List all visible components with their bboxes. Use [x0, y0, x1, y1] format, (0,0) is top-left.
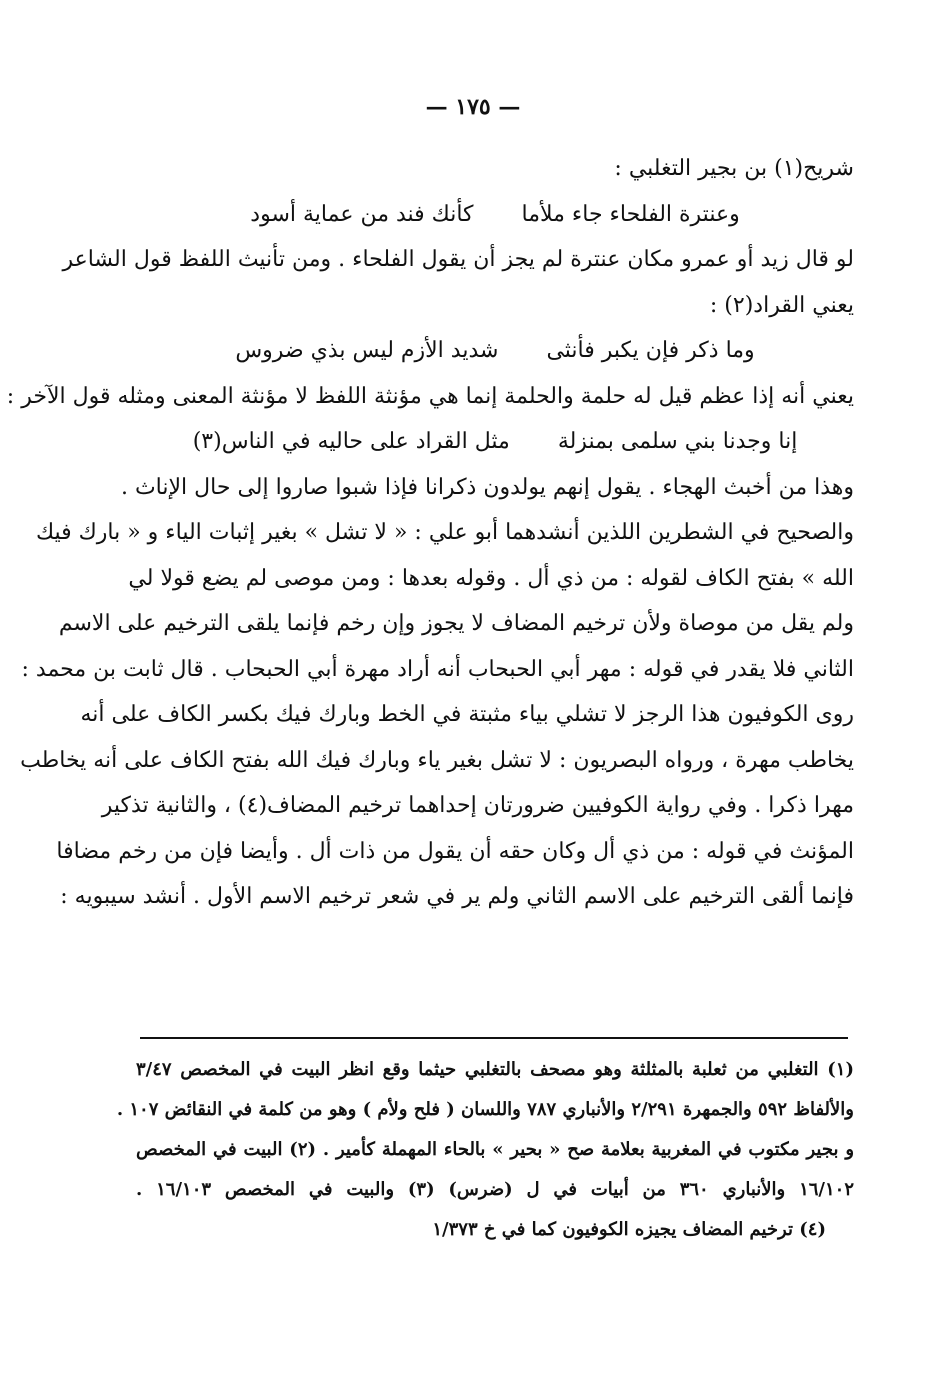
text-line: يعني أنه إذا عظم قيل له حلمة والحلمة إنما هي مؤنثة اللفظ لا مؤنثة المعنى ومثله قول الآخر : — [6, 383, 854, 409]
verse-hemistich-second: شديد الأزم ليس بذي ضروس — [235, 338, 499, 363]
footnote-line: ١٦/١٠٢ والأنباري ٣٦٠ من أبيات في ل (ضرس) (٣) والبيت في المخصص ١٦/١٠٣ . — [136, 1179, 854, 1200]
verse-hemistich-first: وعنترة الفلحاء جاء ملأما — [521, 201, 740, 227]
verse-line — [136, 419, 854, 465]
footnote-line: (٤) ترخيم المضاف يجيزه الكوفيون كما في خ ١/٣٧٣ — [432, 1219, 826, 1240]
footnotes — [116, 1050, 855, 1250]
verse-hemistich-first: إنا وجدنا بني سلمى بمنزلة — [557, 429, 798, 454]
text-line: والصحيح في الشطرين اللذين أنشدهما أبو علي : « لا تشل » بغير إثبات الياء و « بارك فيك — [35, 520, 854, 545]
text-line: لو قال زيد أو عمرو مكان عنترة لم يجز أن يقول الفلحاء . ومن تأنيث اللفظ قول الشاعر — [62, 247, 854, 272]
verse-line — [136, 328, 854, 374]
text-line: المؤنث في قوله : من ذي أل وكان حقه أن يقول من ذات أل . وأيضا فإن من رخم مضافا — [56, 838, 854, 864]
text-line: مهرا ذكرا . وفي رواية الكوفيين ضرورتان إحداهما ترخيم المضاف(٤) ، والثانية تذكير — [101, 793, 854, 818]
verse-hemistich-second: كأنك فند من عماية أسود — [250, 201, 474, 227]
text-line: الثاني فلا يقدر في قوله : مهر أبي الحبحاب أنه أراد مهرة أبي الحبحاب . قال ثابت بن محمد : — [21, 656, 854, 682]
verse-hemistich-second: مثل القراد على حاليه في الناس(٣) — [192, 429, 510, 454]
body-text — [6, 146, 854, 920]
footnote-line: والألفاظ ٥٩٢ والجمهرة ٢/٢٩١ والأنباري ٧٨٧ واللسان ( فلح ولأم ) وهو من كلمة في النقائض ١٠٧ . — [116, 1099, 854, 1120]
footnote-divider — [140, 1037, 848, 1039]
verse-hemistich-first: وما ذكر فإن يكبر فأنثى — [546, 338, 755, 363]
text-line: ولم يقل من موصاة ولأن ترخيم المضاف لا يجوز وإن رخم فإنما يلقى الترخيم على الاسم — [58, 611, 854, 636]
page-number: — ١٧٥ — — [425, 94, 521, 120]
text-line: شريح(١) بن بجير التغلبي : — [614, 156, 854, 181]
text-line: روى الكوفيون هذا الرجز لا تشلي بياء مثبتة في الخط وبارك فيك بكسر الكاف على أنه — [80, 702, 854, 727]
text-line: يعني القراد(٢) : — [709, 292, 854, 318]
text-line: فإنما ألقى الترخيم على الاسم الثاني ولم ير في شعر ترخيم الاسم الأول . أنشد سيبويه : — [60, 884, 854, 909]
footnote-line: و بجير مكتوب في المغربية بعلامة صح « بحير » بالحاء المهملة كأمير . (٢) البيت في المخصص — [136, 1139, 855, 1160]
text-line: وهذا من أخبث الهجاء . يقول إنهم يولدون ذكرانا فإذا شبوا صاروا إلى حال الإناث . — [120, 474, 854, 500]
verse-line — [136, 192, 854, 238]
text-line: يخاطب مهرة ، ورواه البصريون : لا تشل بغير ياء وبارك فيك الله بفتح الكاف على أنه يخاطب — [20, 747, 854, 773]
text-line: الله » بفتح الكاف لقوله : من ذي أل . وقوله بعدها : ومن موصى لم يضع قولا لي — [128, 565, 854, 591]
footnote-line: (١) التغلبي من ثعلبة بالمثلثة وهو مصحف بالتغلبي حيثما وقع انظر البيت في المخصص ٣/٤٧ — [136, 1059, 854, 1080]
